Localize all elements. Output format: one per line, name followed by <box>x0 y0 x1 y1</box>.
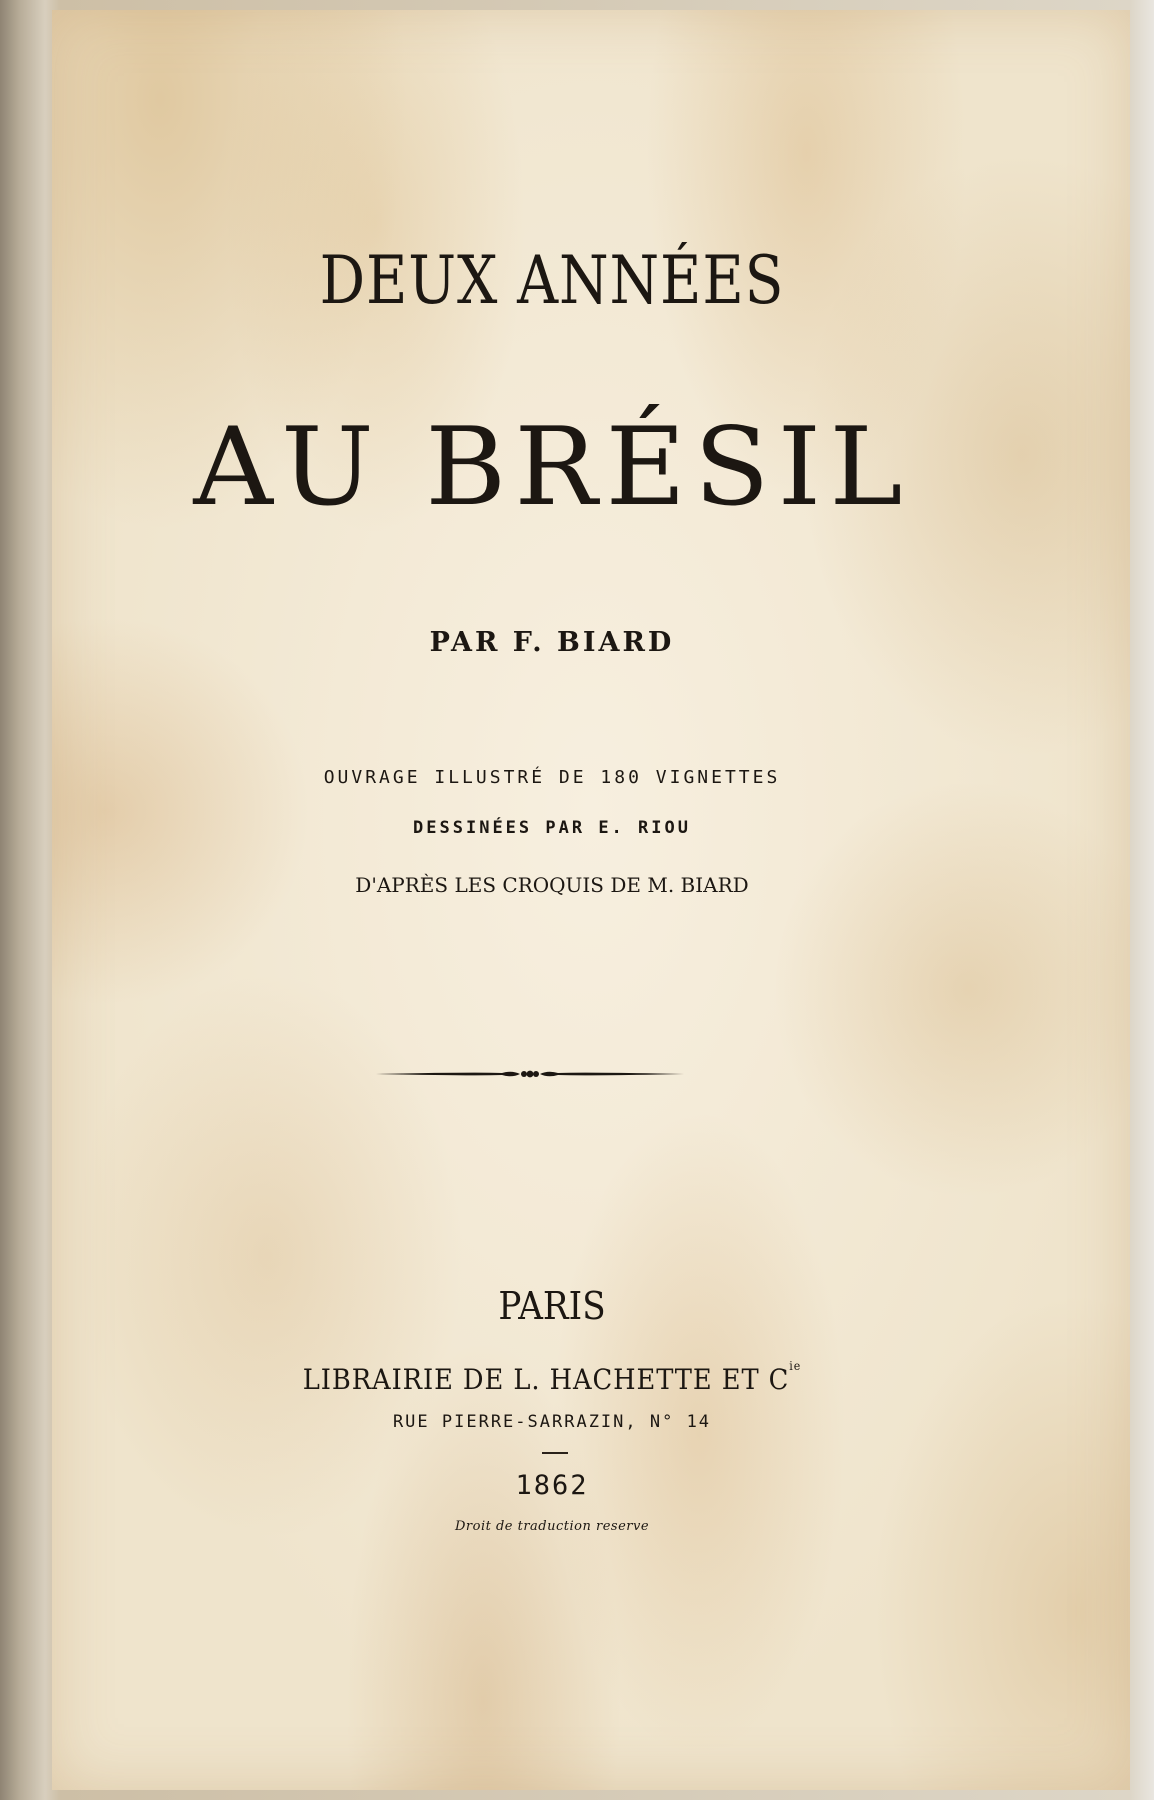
title-line-2: AU BRÉSIL <box>193 405 911 530</box>
illustration-line-2: DESSINÉES PAR E. RIOU <box>413 818 691 838</box>
city-line: PARIS <box>498 1284 606 1328</box>
rights-note: Droit de traduction reserve <box>454 1519 650 1534</box>
title-line-1: DEUX ANNÉES <box>319 242 785 319</box>
short-rule <box>542 1452 568 1454</box>
illustration-line-3: D'APRÈS LES CROQUIS DE M. BIARD <box>355 873 749 897</box>
address-line: RUE PIERRE-SARRAZIN, N° 14 <box>392 1412 712 1432</box>
publisher-suffix: ie <box>789 1359 802 1373</box>
title-page-paper <box>52 10 1130 1790</box>
ornament-divider-icon <box>372 1064 688 1084</box>
publisher-line <box>92 1359 1012 1396</box>
illustration-line-1: OUVRAGE ILLUSTRÉ DE 180 VIGNETTES <box>323 767 781 788</box>
publisher-name: LIBRAIRIE DE L. HACHETTE ET C <box>302 1363 790 1396</box>
year-line: 1862 <box>515 1470 589 1501</box>
author-line: PAR F. BIARD <box>429 627 675 658</box>
title-page-content <box>52 10 1130 1790</box>
